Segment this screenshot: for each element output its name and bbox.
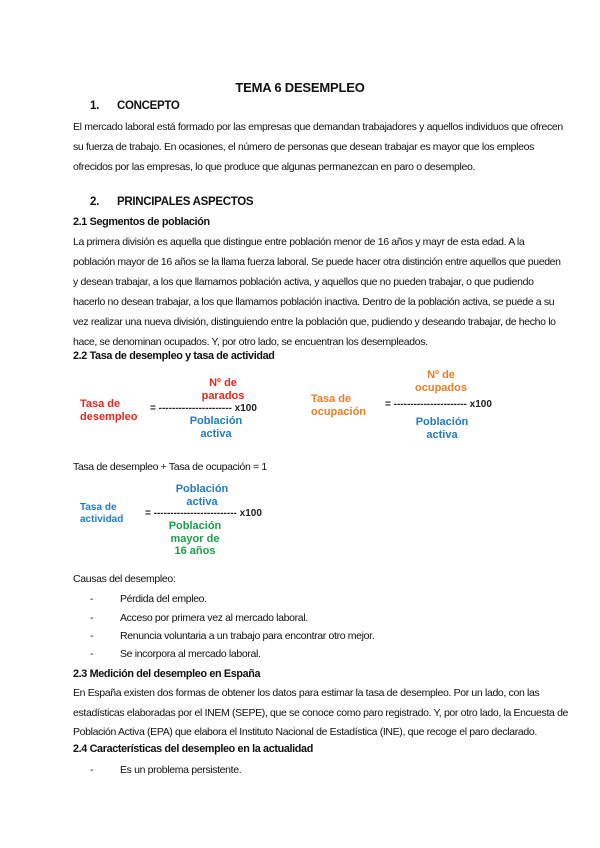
list-item-text: Es un problema persistente. (120, 764, 242, 776)
formula-actividad-label-1: Tasa de (80, 502, 117, 513)
formula-actividad-denominator (155, 520, 235, 558)
causes-heading: Causas del desempleo: (73, 573, 176, 585)
formula-desempleo-label-2: desempleo (80, 411, 138, 423)
subsection-2-3-heading: 2.3 Medición del desempleo en España (73, 668, 261, 680)
subsection-2-1-line-2: población mayor de 16 años se la llama fuerza laboral. Se puede hacer otra distinción entre aquellos que pueden (73, 256, 561, 268)
list-item (90, 648, 261, 660)
formula-desempleo-numerator (188, 377, 258, 403)
bullet-dash: - (90, 648, 94, 660)
list-item (90, 630, 374, 642)
section-2-title: PRINCIPALES ASPECTOS (117, 196, 254, 208)
formula-desempleo-label-1: Tasa de (80, 398, 121, 410)
formula-desempleo-numerator-2: parados (201, 390, 245, 402)
formula-ocupacion-denominator-1: Población (415, 416, 469, 428)
bullet-dash: - (90, 764, 94, 776)
section-2-number: 2. (90, 196, 99, 208)
formula-actividad-numerator (162, 483, 242, 509)
formula-desempleo-denominator-1: Población (189, 415, 243, 427)
identity-equation: Tasa de desempleo + Tasa de ocupación = 1 (73, 461, 267, 473)
formula-desempleo-numerator-1: Nº de (209, 377, 237, 389)
formula-actividad-denominator-1: Población (168, 520, 222, 532)
list-item (90, 612, 308, 624)
subsection-2-1-heading: 2.1 Segmentos de población (73, 216, 210, 228)
formula-ocupacion-numerator-1: Nº de (427, 369, 455, 381)
list-item (90, 593, 207, 605)
subsection-2-1-line-1: La primera división es aquella que distingue entre población menor de 16 años y mayr de esta edad. A la (73, 236, 525, 248)
formula-ocupacion-numerator-2: ocupados (415, 382, 467, 394)
subsection-2-1-line-4: hacerlo no desean trabajar, a los que llamamos población inactiva. Dentro de la población activa, se puede a su (73, 296, 555, 308)
formula-ocupacion-label-1: Tasa de (311, 393, 352, 405)
section-1-heading (90, 100, 180, 112)
formula-actividad-numerator-1: Población (175, 483, 229, 495)
formula-ocupacion-numerator (406, 369, 476, 395)
bullet-dash: - (90, 593, 94, 605)
section-1-line-2: su fuerza de trabajo. En ocasiones, el número de personas que desean trabajar es mayor que los empleos (73, 141, 535, 153)
formula-ocupacion-label (311, 393, 366, 419)
formula-desempleo-denominator (176, 415, 256, 441)
formula-actividad-label (80, 502, 123, 526)
subsection-2-3-line-3: Población Activa (EPA) que elabora el Instituto Nacional de Estadística (INE), que recoge el paro declarado. (73, 726, 537, 738)
list-item-text: Pérdida del empleo. (120, 593, 207, 605)
formula-actividad-denominator-3: 16 años (174, 545, 216, 557)
subsection-2-3-line-1: En España existen dos formas de obtener los datos para estimar la tasa de desempleo. Por un lado, con las (73, 687, 540, 699)
subsection-2-3-line-2: estadísticas elaboradas por el INEM (SEPE), que se conoce como paro registrado. Y, por otro lado, la Encuesta de (73, 707, 569, 719)
formula-actividad-operator: = ------------------------- x100 (145, 508, 262, 519)
list-item-text: Renuncia voluntaria a un trabajo para encontrar otro mejor. (120, 630, 375, 642)
formula-ocupacion-denominator-2: activa (426, 429, 458, 441)
formula-actividad-label-2: actividad (80, 514, 124, 525)
formula-desempleo-operator: = ---------------------- x100 (150, 403, 257, 414)
formula-ocupacion-denominator (402, 416, 482, 442)
page-title: TEMA 6 DESEMPLEO (235, 80, 365, 95)
formula-actividad-denominator-2: mayor de (170, 532, 220, 545)
section-1-line-1: El mercado laboral está formado por las empresas que demandan trabajadores y aquellos individuos que ofrecen (73, 121, 563, 133)
formula-actividad-numerator-2: activa (186, 496, 218, 508)
section-1-number: 1. (90, 100, 99, 112)
subsection-2-2-heading: 2.2 Tasa de desempleo y tasa de actividad (73, 350, 275, 362)
formula-ocupacion-label-2: ocupación (311, 406, 367, 418)
section-1-line-3: ofrecidos por las empresas, lo que produce que algunas permanezcan en paro o desempleo. (73, 161, 476, 173)
formula-ocupacion-operator: = ---------------------- x100 (385, 399, 492, 410)
subsection-2-1-line-3: y desean trabajar, a los que llamamos población activa, y aquellos que no pueden trabajar, o que pudiendo (73, 276, 534, 288)
list-item (90, 764, 241, 776)
bullet-dash: - (90, 630, 94, 642)
formula-desempleo-denominator-2: activa (200, 428, 232, 440)
list-item-text: Se incorpora al mercado laboral. (120, 648, 261, 660)
list-item-text: Acceso por primera vez al mercado laboral. (120, 612, 308, 624)
bullet-dash: - (90, 612, 94, 624)
section-2-heading (90, 196, 253, 208)
formula-desempleo-label (80, 398, 137, 424)
subsection-2-1-line-6: hace, se denominan ocupados. Y, por otro lado, se encuentran los desempleados. (73, 336, 428, 348)
section-1-title: CONCEPTO (117, 100, 180, 112)
subsection-2-4-heading: 2.4 Características del desempleo en la actualidad (73, 743, 313, 755)
subsection-2-1-line-5: vez realizar una nueva división, distinguiendo entre la población que, pudiendo y deseando trabajar, de hecho lo (73, 316, 556, 328)
